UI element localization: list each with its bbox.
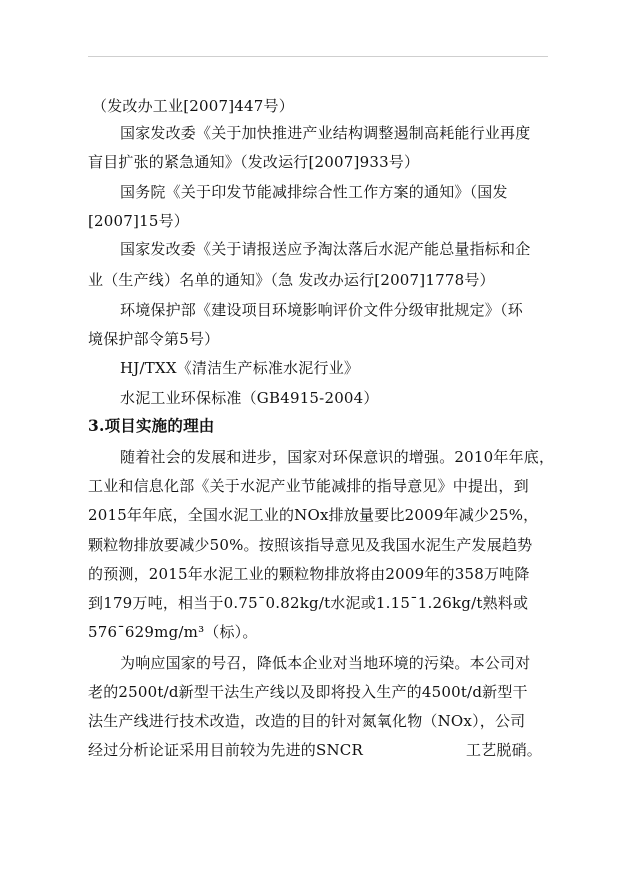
text-line: 2015年年底，全国水泥工业的NOx排放量要比2009年减少25%， — [88, 506, 539, 524]
text-line: 境保护部令第5号） — [88, 330, 220, 348]
text-line: 经过分析论证采用目前较为先进的SNCR — [88, 741, 363, 759]
text-line: 到179万吨，相当于0.75¯0.82kg/t水泥或1.15¯1.26kg/t熟料或 — [88, 594, 529, 612]
header-rule — [88, 56, 548, 57]
section-heading: 3.项目实施的理由 — [88, 416, 215, 435]
text-line: 的预测，2015年水泥工业的颗粒物排放将由2009年的358万吨降 — [88, 565, 530, 583]
text-line-tail: 工艺脱硝。 — [466, 741, 543, 759]
text-line: 水泥工业环保标准（GB4915-2004） — [120, 389, 379, 407]
text-line: 国家发改委《关于加快推进产业结构调整遏制高耗能行业再度 — [120, 124, 531, 142]
text-line: 国务院《关于印发节能减排综合性工作方案的通知》（国发 — [120, 183, 508, 201]
text-line: 为响应国家的号召，降低本企业对当地环境的污染。本公司对 — [120, 654, 531, 672]
text-line: 国家发改委《关于请报送应予淘汰落后水泥产能总量指标和企 — [120, 240, 531, 258]
text-line: 盲目扩张的紧急通知》（发改运行[2007]933号） — [88, 153, 420, 171]
text-line: 颗粒物排放要减少50%。按照该指导意见及我国水泥生产发展趋势 — [88, 536, 533, 554]
text-line: 法生产线进行技术改造，改造的目的针对氮氧化物（NOx），公司 — [88, 712, 526, 730]
text-line: 环境保护部《建设项目环境影响评价文件分级审批规定》（环 — [120, 301, 523, 319]
text-line: 随着社会的发展和进步，国家对环保意识的增强。2010年年底， — [120, 448, 555, 466]
text-line: 业（生产线）名单的通知》（急 发改办运行[2007]1778号） — [88, 271, 495, 289]
text-line: [2007]15号） — [88, 212, 189, 230]
text-line: （发改办工业[2007]447号） — [92, 97, 294, 115]
text-line: 老的2500t/d新型干法生产线以及即将投入生产的4500t/d新型干 — [88, 683, 528, 701]
text-line: 576¯629mg/m³（标）。 — [88, 623, 258, 641]
text-line: HJ/TXX《清洁生产标准水泥行业》 — [120, 359, 360, 377]
text-line: 工业和信息化部《关于水泥产业节能减排的指导意见》中提出，到 — [88, 477, 529, 495]
